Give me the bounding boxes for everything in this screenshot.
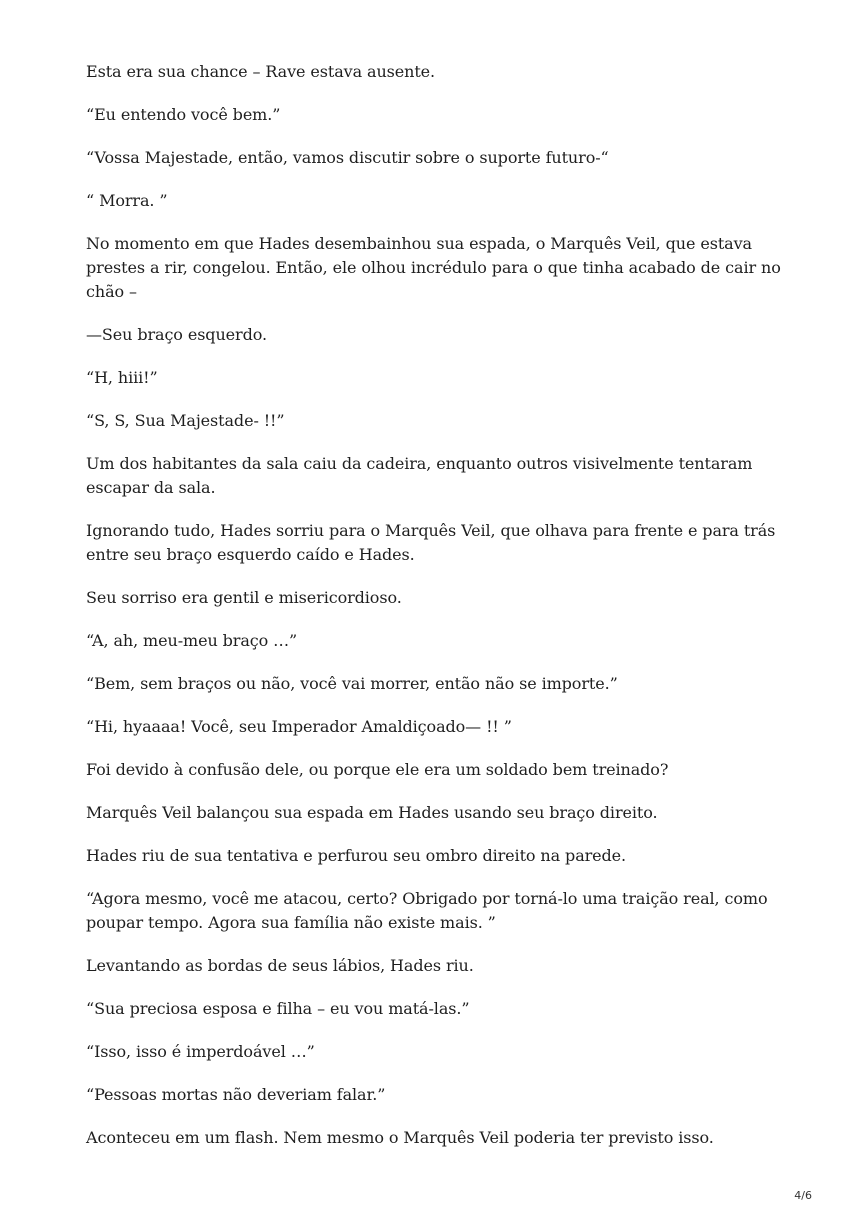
paragraph: Ignorando tudo, Hades sorriu para o Marquês Veil, que olhava para frente e para trás entre seu braço esquerdo caído e Hades. [86, 521, 776, 564]
paragraph: “S, S, Sua Majestade- !!” [86, 411, 285, 430]
paragraph: “Isso, isso é imperdoável …” [86, 1042, 315, 1061]
paragraph: Esta era sua chance – Rave estava ausente. [86, 62, 436, 81]
paragraph: “H, hiii!” [86, 368, 158, 387]
paragraph: Seu sorriso era gentil e misericordioso. [86, 588, 402, 607]
page-number: 4/6 [794, 1189, 812, 1202]
paragraph: “Vossa Majestade, então, vamos discutir sobre o suporte futuro-“ [86, 148, 609, 167]
paragraph: “Eu entendo você bem.” [86, 105, 281, 124]
paragraph: “Agora mesmo, você me atacou, certo? Obrigado por torná-lo uma traição real, como poupar tempo. Agora sua família não existe mais. ” [86, 889, 768, 932]
paragraph: “Sua preciosa esposa e filha – eu vou matá-las.” [86, 999, 470, 1018]
document-body [86, 60, 786, 1169]
paragraph: No momento em que Hades desembainhou sua espada, o Marquês Veil, que estava prestes a rir, congelou. Então, ele olhou incrédulo para o que tinha acabado de cair no chão – [86, 234, 781, 301]
paragraph: Levantando as bordas de seus lábios, Hades riu. [86, 956, 474, 975]
paragraph: “Hi, hyaaaa! Você, seu Imperador Amaldiçoado— !! ” [86, 717, 512, 736]
paragraph: “ Morra. ” [86, 191, 168, 210]
paragraph: Marquês Veil balançou sua espada em Hades usando seu braço direito. [86, 803, 658, 822]
paragraph: “A, ah, meu-meu braço …” [86, 631, 298, 650]
paragraph: “Pessoas mortas não deveriam falar.” [86, 1085, 386, 1104]
paragraph: Aconteceu em um flash. Nem mesmo o Marquês Veil poderia ter previsto isso. [86, 1128, 714, 1147]
paragraph: Foi devido à confusão dele, ou porque ele era um soldado bem treinado? [86, 760, 669, 779]
paragraph: Um dos habitantes da sala caiu da cadeira, enquanto outros visivelmente tentaram escapar da sala. [86, 454, 753, 497]
paragraph: Hades riu de sua tentativa e perfurou seu ombro direito na parede. [86, 846, 627, 865]
paragraph: —Seu braço esquerdo. [86, 325, 267, 344]
paragraph: “Bem, sem braços ou não, você vai morrer, então não se importe.” [86, 674, 618, 693]
